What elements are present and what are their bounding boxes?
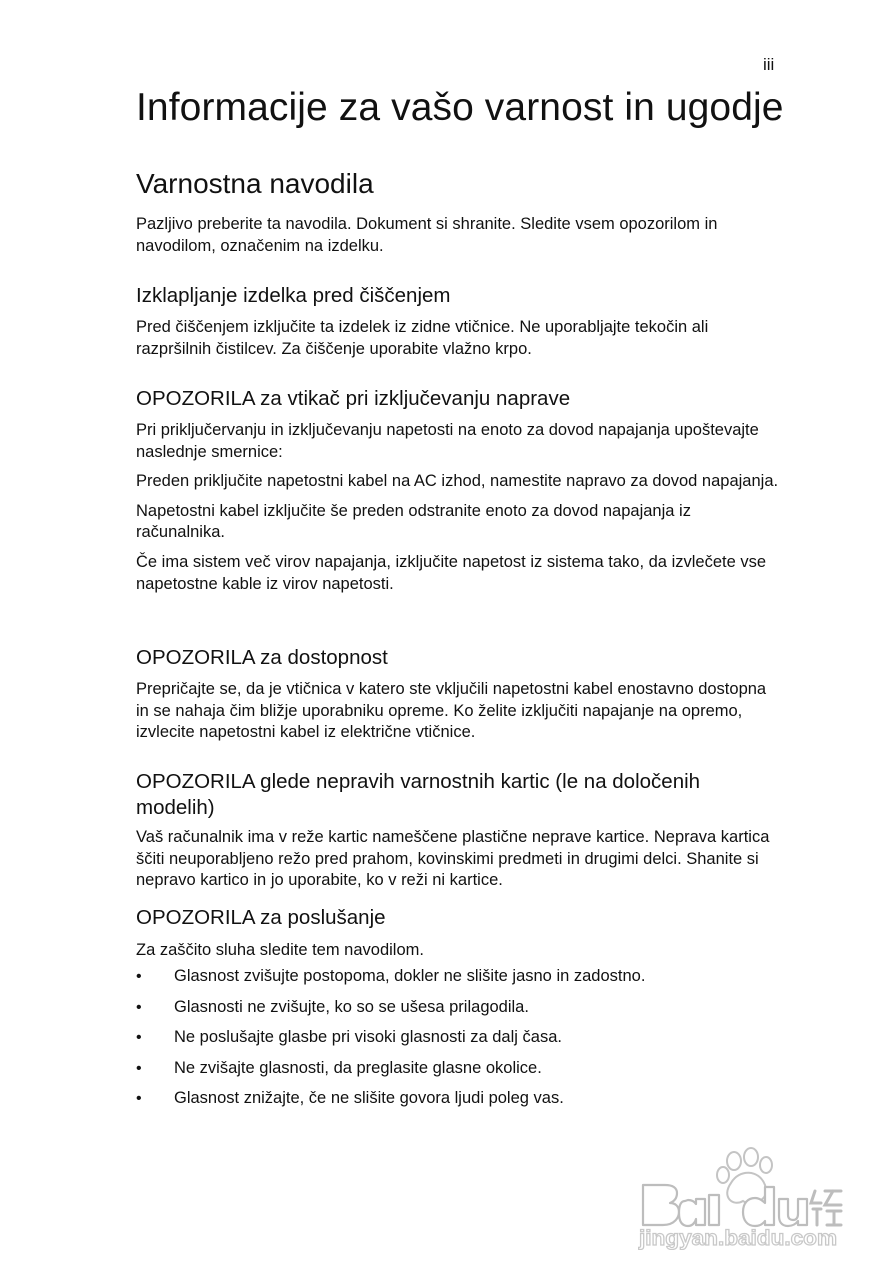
list-item: • Glasnosti ne zvišujte, ko so se ušesa prilagodila. <box>136 997 529 1016</box>
page-number: iii <box>763 55 775 74</box>
dummy-cards-section <box>136 769 781 892</box>
plug-warning-paragraph: Napetostni kabel izključite še preden odstranite enoto za dovod napajanja iz računalnika. <box>136 501 691 542</box>
cleaning-text: Pred čiščenjem izključite ta izdelek iz zidne vtičnice. Ne uporabljajte tekočin ali razpršilnih čistilcev. Za čiščenje uporabite vlažno krpo. <box>136 318 709 358</box>
plug-warning-section <box>136 386 781 595</box>
plug-warning-heading: OPOZORILA za vtikač pri izključevanju naprave <box>136 387 571 410</box>
accessibility-heading: OPOZORILA za dostopnost <box>136 646 388 669</box>
baidu-watermark-logo <box>635 1145 845 1250</box>
safety-intro: Pazljivo preberite ta navodila. Dokument si shranite. Sledite vsem opozorilom in navodilom, označenim na izdelku. <box>136 215 718 255</box>
list-item: • Glasnost znižajte, če ne slišite govora ljudi poleg vas. <box>136 1089 564 1107</box>
dummy-cards-text: Vaš računalnik ima v reže kartic nameščene plastične neprave kartice. Neprava kartica ščiti neuporabljeno režo pred prahom, kovinskimi predmeti in drugimi delci. Shanite si nepravo kartico in jo uporabite, ko v reži ni kartice. <box>136 828 770 890</box>
listening-heading: OPOZORILA za poslušanje <box>136 906 386 929</box>
section-heading: Varnostna navodila <box>136 168 374 199</box>
bullet-icon: • <box>136 1059 142 1077</box>
plug-warning-paragraph: Pri priključervanju in izključevanju napetosti na enoto za dovod napajanja upoštevajte naslednje smernice: <box>136 421 759 461</box>
listening-section <box>136 905 781 962</box>
dummy-cards-heading: OPOZORILA glede nepravih varnostnih kartic (le na določenih modelih) <box>136 770 701 819</box>
svg-text:jingyan.baidu.com: jingyan.baidu.com <box>637 1227 837 1250</box>
bullet-icon: • <box>136 1090 142 1107</box>
accessibility-text: Prepričajte se, da je vtičnica v katero ste vključili napetostni kabel enostavno dostopna in se nahaja čim bližje uporabniku opreme. Ko želite izključiti napajanje na opremo, izvlecite napetostni kabel iz električne vtičnice. <box>136 680 767 742</box>
accessibility-section <box>136 645 781 744</box>
safety-intro-block <box>136 214 781 257</box>
bullet-icon: • <box>136 1029 142 1046</box>
listening-intro: Za zaščito sluha sledite tem navodilom. <box>136 941 424 959</box>
plug-warning-paragraph: Preden priključite napetostni kabel na AC izhod, namestite napravo za dovod napajanja. <box>136 472 779 491</box>
bullet-icon: • <box>136 968 142 985</box>
list-item: • Ne zvišajte glasnosti, da preglasite glasne okolice. <box>136 1058 542 1077</box>
listening-list <box>136 966 781 1119</box>
list-item: • Ne poslušajte glasbe pri visoki glasnosti za dalj časa. <box>136 1028 562 1046</box>
bullet-icon: • <box>136 998 142 1016</box>
safety-section <box>136 168 781 200</box>
plug-warning-paragraph: Če ima sistem več virov napajanja, izključite napetost iz sistema tako, da izvlečete vse napetostne kable iz virov napetosti. <box>136 552 767 593</box>
cleaning-heading: Izklapljanje izdelka pred čiščenjem <box>136 284 451 307</box>
cleaning-section <box>136 283 781 360</box>
list-item: • Glasnost zvišujte postopoma, dokler ne slišite jasno in zadostno. <box>136 967 646 985</box>
page-title: Informacije za vašo varnost in ugodje <box>136 86 784 129</box>
